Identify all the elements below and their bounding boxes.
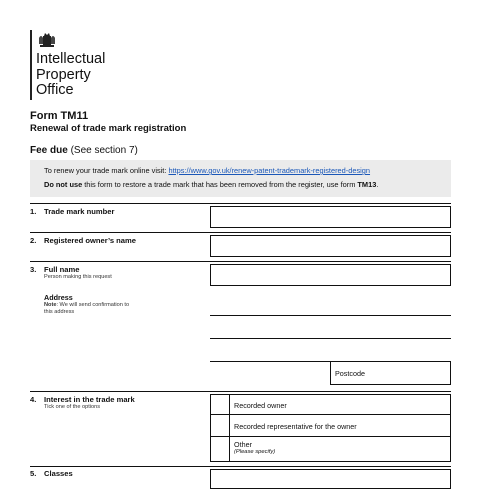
recorded-representative-checkbox[interactable]	[211, 415, 229, 436]
section-4-hint: Tick one of the options	[44, 404, 101, 410]
form-subtitle: Renewal of trade mark registration	[30, 123, 187, 134]
address-note: Note: We will send confirmation to this address	[44, 302, 130, 315]
address-line-4-input[interactable]	[210, 362, 330, 385]
logo-line: Intellectual	[36, 51, 106, 67]
section-divider	[30, 232, 451, 233]
fee-label: Fee due	[30, 145, 68, 156]
ipo-logo	[36, 52, 105, 99]
recorded-owner-checkbox[interactable]	[211, 395, 229, 414]
section-3-hint: Person making this request	[44, 274, 112, 280]
registered-owner-name-input[interactable]	[210, 235, 451, 257]
section-divider	[30, 391, 451, 392]
option-recorded-representative: Recorded representative for the owner	[234, 422, 357, 431]
section-divider	[30, 261, 451, 262]
option-recorded-owner: Recorded owner	[234, 401, 287, 410]
form-title: Form TM11	[30, 110, 89, 122]
logo-divider	[30, 30, 32, 100]
other-checkbox[interactable]	[211, 437, 229, 461]
section-divider	[30, 203, 451, 204]
classes-input[interactable]	[210, 469, 451, 489]
option-row-divider	[210, 414, 451, 415]
section-5-label: 5. Classes	[30, 469, 73, 478]
address-label: Address	[44, 293, 73, 302]
trade-mark-number-input[interactable]	[210, 206, 451, 228]
section-divider	[30, 466, 451, 467]
full-name-input[interactable]	[210, 264, 451, 286]
logo-line: Office	[36, 82, 74, 98]
address-line-1-input[interactable]	[210, 292, 451, 316]
address-line-2-input[interactable]	[210, 316, 451, 339]
section-2-label: 2. Registered owner’s name	[30, 236, 137, 245]
section-4-label: 4. Interest in the trade mark	[30, 395, 135, 404]
checkbox-column-divider	[229, 394, 230, 462]
option-other: Other	[234, 440, 252, 449]
address-line-3-input[interactable]	[210, 339, 451, 362]
restore-warning: Do not use this form to restore a trade mark that has been removed from the register, use form TM13.	[44, 180, 379, 189]
online-renewal-notice: To renew your trade mark online visit: https://www.gov.uk/renew-patent-trademark-registered-design	[44, 166, 371, 175]
logo-line: Property	[36, 66, 91, 83]
royal-crest-icon	[36, 30, 58, 48]
other-specify-hint: (Please specify)	[234, 449, 276, 455]
postcode-divider	[330, 362, 331, 385]
fee-due	[30, 145, 138, 156]
option-row-divider	[210, 436, 451, 437]
fee-note: (See section 7)	[70, 145, 138, 156]
renewal-link[interactable]: https://www.gov.uk/renew-patent-trademark-registered-design	[168, 166, 371, 175]
section-3-label: 3. Full name	[30, 265, 80, 274]
section-1-label: 1. Trade mark number	[30, 207, 115, 216]
postcode-label: Postcode	[335, 369, 365, 378]
